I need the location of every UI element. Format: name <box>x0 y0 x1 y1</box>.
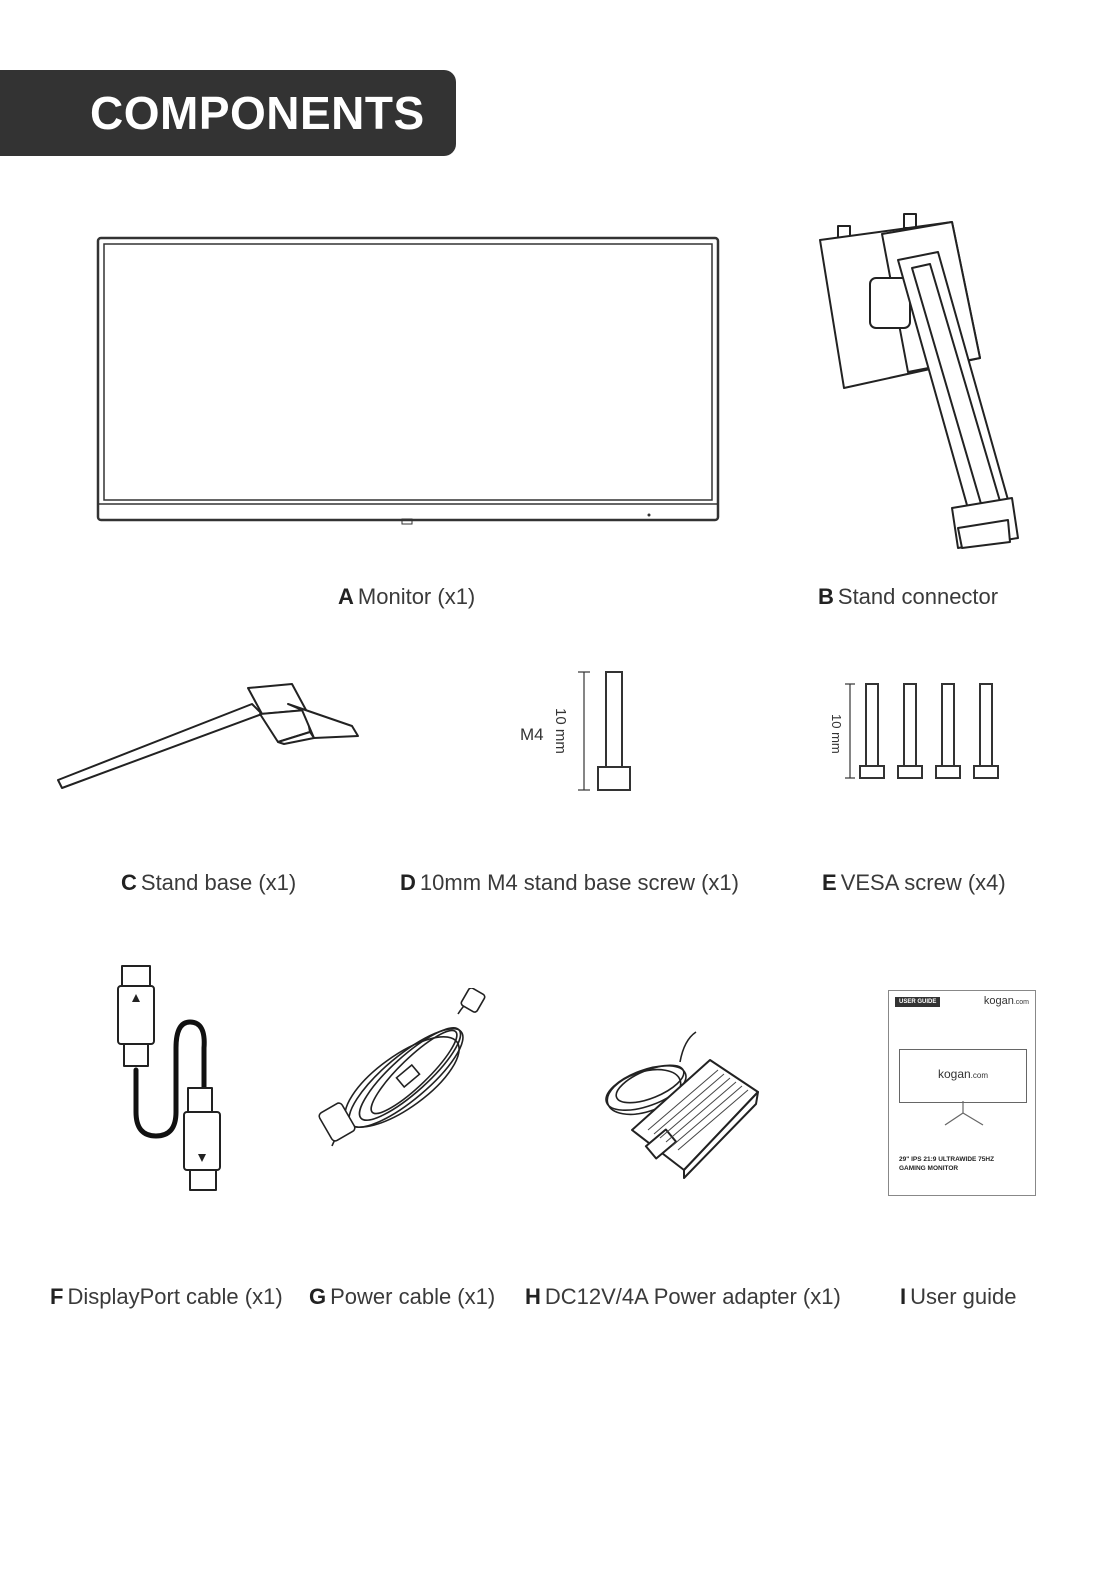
user-guide-brand: kogan.com <box>983 995 1029 1007</box>
stand-base-illustration <box>52 680 364 796</box>
caption-stand-connector: B Stand connector <box>818 584 999 609</box>
user-guide-monitor-graphic <box>899 1049 1027 1103</box>
screw-size-label: M4 <box>520 725 544 744</box>
caption-stand-base: C Stand base (x1) <box>121 870 297 895</box>
screw-length-label: 10 mm <box>552 708 569 754</box>
caption-user-guide: I User guide <box>900 1284 1017 1309</box>
user-guide-product-title: 29" IPS 21:9 ULTRAWIDE 75HZ GAMING MONITOR <box>899 1156 995 1172</box>
user-guide-illustration <box>888 990 1036 1196</box>
user-guide-screen-brand: kogan.com <box>937 1067 989 1081</box>
displayport-cable-illustration <box>104 960 228 1196</box>
caption-displayport-cable: F DisplayPort cable (x1) <box>50 1284 283 1309</box>
power-cable-illustration <box>318 988 488 1154</box>
section-banner <box>0 70 456 156</box>
vesa-length-label: 10 mm <box>829 714 844 754</box>
caption-power-adapter: H DC12V/4A Power adapter (x1) <box>525 1284 841 1309</box>
monitor-illustration <box>96 236 722 526</box>
stand-connector-illustration <box>812 208 1022 556</box>
caption-power-cable: G Power cable (x1) <box>309 1284 496 1309</box>
section-title: COMPONENTS <box>90 87 425 139</box>
caption-stand-base-screw: D 10mm M4 stand base screw (x1) <box>400 870 739 895</box>
caption-monitor: A Monitor (x1) <box>338 584 476 609</box>
stand-base-screw-illustration <box>512 664 642 796</box>
caption-vesa-screw: E VESA screw (x4) <box>822 870 1006 895</box>
user-guide-tag: USER GUIDE <box>895 997 940 1007</box>
power-adapter-illustration <box>600 1020 764 1180</box>
user-guide-stand-graphic <box>939 1101 989 1131</box>
vesa-screws-illustration <box>826 676 1006 788</box>
